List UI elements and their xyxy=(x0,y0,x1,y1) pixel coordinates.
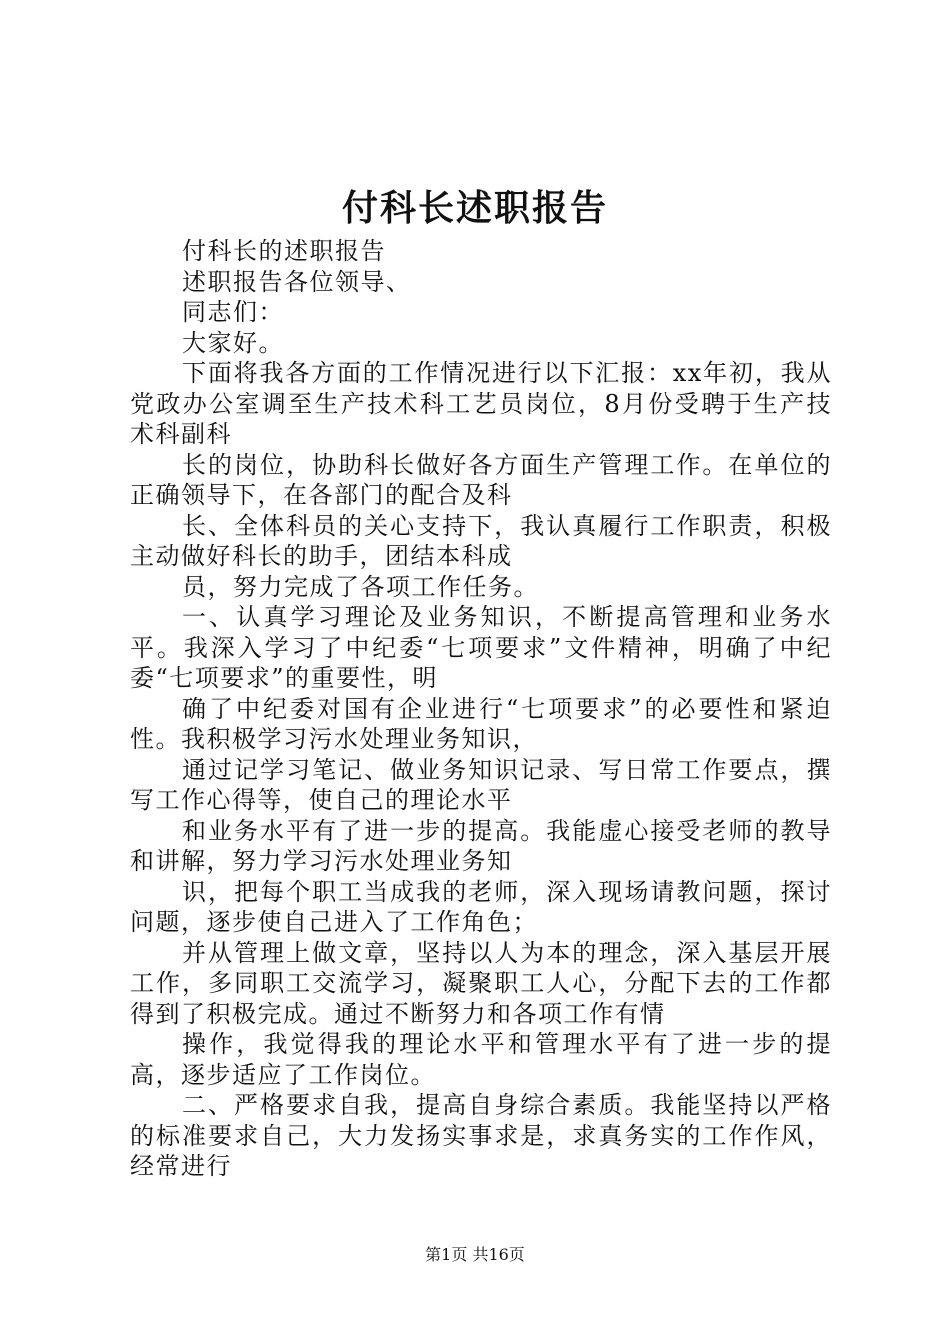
paragraph: 通过记学习笔记、做业务知识记录、写日常工作要点，撰写工作心得等，使自己的理论水平 xyxy=(130,755,832,814)
paragraph: 操作，我觉得我的理论水平和管理水平有了进一步的提高，逐步适应了工作岗位。 xyxy=(130,1030,832,1089)
page-number-footer: 第1页 共16页 xyxy=(425,1245,525,1264)
paragraph: 并从管理上做文章，坚持以人为本的理念，深入基层开展工作，多同职工交流学习，凝聚职工人心，分配下去的工作都得到了积极完成。通过不断努力和各项工作有情 xyxy=(130,938,832,1028)
paragraph: 和业务水平有了进一步的提高。我能虚心接受老师的教导和讲解，努力学习污水处理业务知 xyxy=(130,816,832,875)
paragraph: 识，把每个职工当成我的老师，深入现场请教问题，探讨问题，逐步使自己进入了工作角色； xyxy=(130,877,832,936)
paragraph: 付科长的述职报告 xyxy=(182,237,386,265)
paragraph: 长、全体科员的关心支持下，我认真履行工作职责，积极主动做好科长的助手，团结本科成 xyxy=(130,511,832,570)
document-body xyxy=(130,236,832,1182)
paragraph: 一、认真学习理论及业务知识，不断提高管理和业务水平。我深入学习了中纪委“七项要求”文件精神，明确了中纪委“七项要求”的重要性，明 xyxy=(130,603,832,692)
paragraph: 同志们： xyxy=(182,298,284,326)
document-title: 付科长述职报告 xyxy=(341,187,608,229)
paragraph: 大家好。 xyxy=(182,328,284,357)
paragraph: 述职报告各位领导、 xyxy=(182,267,412,296)
paragraph: 下面将我各方面的工作情况进行以下汇报：xx年初，我从党政办公室调至生产技术科工艺员岗位，8月份受聘于生产技术科副科 xyxy=(130,359,832,448)
paragraph: 员，努力完成了各项工作任务。 xyxy=(182,572,539,601)
paragraph: 二、严格要求自我，提高自身综合素质。我能坚持以严格的标准要求自己，大力发扬实事求是，求真务实的工作作风，经常进行 xyxy=(130,1091,832,1180)
paragraph: 确了中纪委对国有企业进行“七项要求”的必要性和紧迫性。我积极学习污水处理业务知识， xyxy=(130,694,832,753)
paragraph: 长的岗位，协助科长做好各方面生产管理工作。在单位的正确领导下，在各部门的配合及科 xyxy=(130,450,832,509)
